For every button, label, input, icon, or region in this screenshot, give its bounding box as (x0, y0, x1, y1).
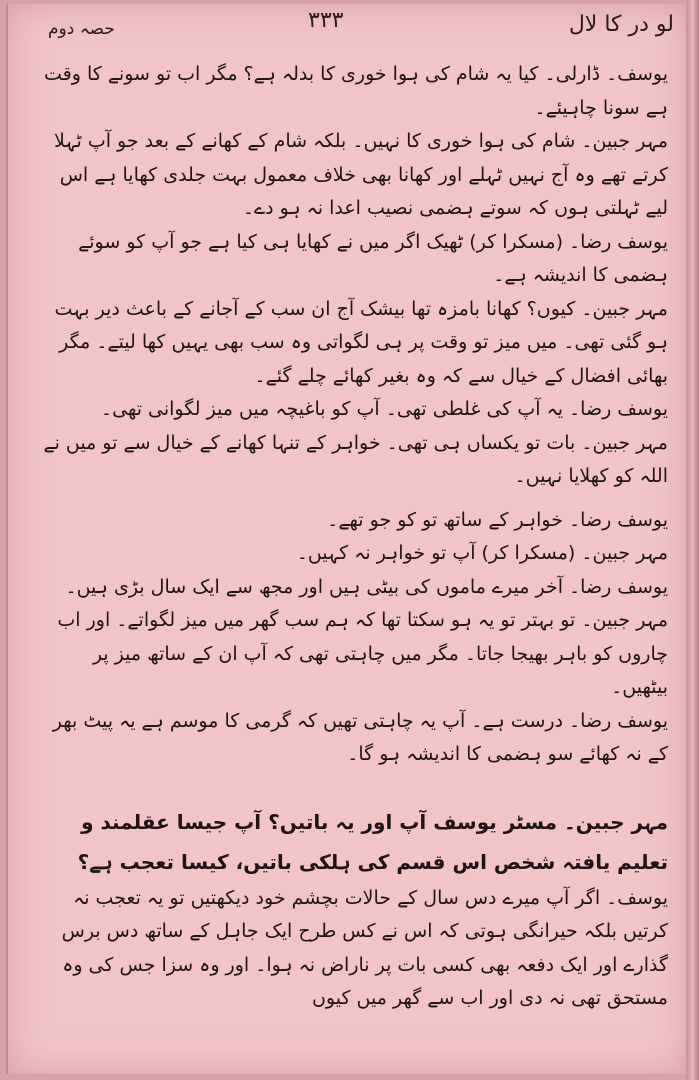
section-label: حصہ دوم (48, 19, 115, 39)
paragraph: مہر جبین۔ (مسکرا کر) آپ تو خواہر نہ کہیں۔ (296, 542, 668, 564)
paragraph: یوسف رضا۔ یہ آپ کی غلطی تھی۔ آپ کو باغیچہ میں میز لگوانی تھی۔ (100, 398, 668, 420)
paragraph: یوسف رضا۔ خواہر کے ساتھ تو کو جو تھے۔ (327, 508, 668, 531)
page-number: ۳۳۳ (308, 8, 344, 33)
page-body (38, 58, 668, 1016)
paragraph: یوسف رضا۔ آخر میرے ماموں کی بیٹی ہیں اور مجھ سے ایک سال بڑی ہیں۔ (65, 575, 668, 598)
page-header (8, 4, 688, 54)
paragraph: یوسف۔ ڈارلی۔ کیا یہ شام کی ہوا خوری کا بدلہ ہے؟ مگر اب تو سونے کا وقت ہے سونا چاہیئے۔ (43, 63, 668, 119)
paragraph: مہر جبین۔ مسٹر یوسف آپ اور یہ باتیں؟ آپ جیسا عقلمند و تعلیم یافتہ شخص اس قسم کی ہلکی باتیں، کیسا تعجب ہے؟ (77, 809, 668, 874)
book-spine-edge (686, 0, 699, 1080)
book-title: لو در کا لال (568, 12, 674, 37)
paragraph: مہر جبین۔ کیوں؟ کھانا بامزہ تھا بیشک آج ان سب کے آجانے کے باعث دیر بہت ہو گئی تھی۔ میں میز تو وقت پر ہی لگواتی وہ سب بھی یہیں کھا لیتے۔ مگر بھائی افضال کے خیال سے کہ وہ بغیر کھائے چلے گئے۔ (54, 297, 668, 387)
paragraph: مہر جبین۔ بات تو یکساں ہی تھی۔ خواہر کے تنہا کھانے کے خیال سے تو میں نے اللہ کو کھلایا نہیں۔ (43, 431, 668, 487)
paragraph: یوسف۔ اگر آپ میرے دس سال کے حالات بچشم خود دیکھتیں تو یہ تعجب نہ کرتیں بلکہ حیرانگی ہوتی کہ اس نے کس طرح ایک جاہل کے ساتھ دس برس گذارے اور ایک دفعہ بھی کسی بات پر ناراض نہ ہوا۔ اور وہ سزا جس کی وہ مستحق تھی نہ دی اور اب سے گھر میں کیوں (61, 886, 668, 1009)
paragraph: یوسف رضا۔ درست ہے۔ آپ یہ چاہتی تھیں کہ گرمی کا موسم ہے یہ پیٹ بھر کے نہ کھائے سو ہضمی کا اندیشہ ہو گا۔ (52, 709, 668, 765)
book-page (6, 4, 688, 1074)
paragraph: مہر جبین۔ تو بہتر تو یہ ہو سکتا تھا کہ ہم سب گھر میں میز لگواتے۔ اور اب چاروں کو باہر بھیجا جاتا۔ مگر میں چاہتی تھی کہ آپ ان کے ساتھ میز پر بیٹھیں۔ (57, 609, 668, 698)
paragraph: یوسف رضا۔ (مسکرا کر) ٹھیک اگر میں نے کھایا ہی کیا ہے جو آپ کو سوئے ہضمی کا اندیشہ ہے۔ (78, 230, 668, 286)
paragraph: مہر جبین۔ شام کی ہوا خوری کا نہیں۔ بلکہ شام کے کھانے کے بعد جو آپ ٹہلا کرتے تھے وہ آج نہیں ٹہلے اور کھانا بھی خلاف معمول بہت جلدی کھایا ہے اس لیے ٹہلتی ہوں کہ سوتے ہضمی نصیب اعدا نہ ہو دے۔ (54, 130, 668, 219)
